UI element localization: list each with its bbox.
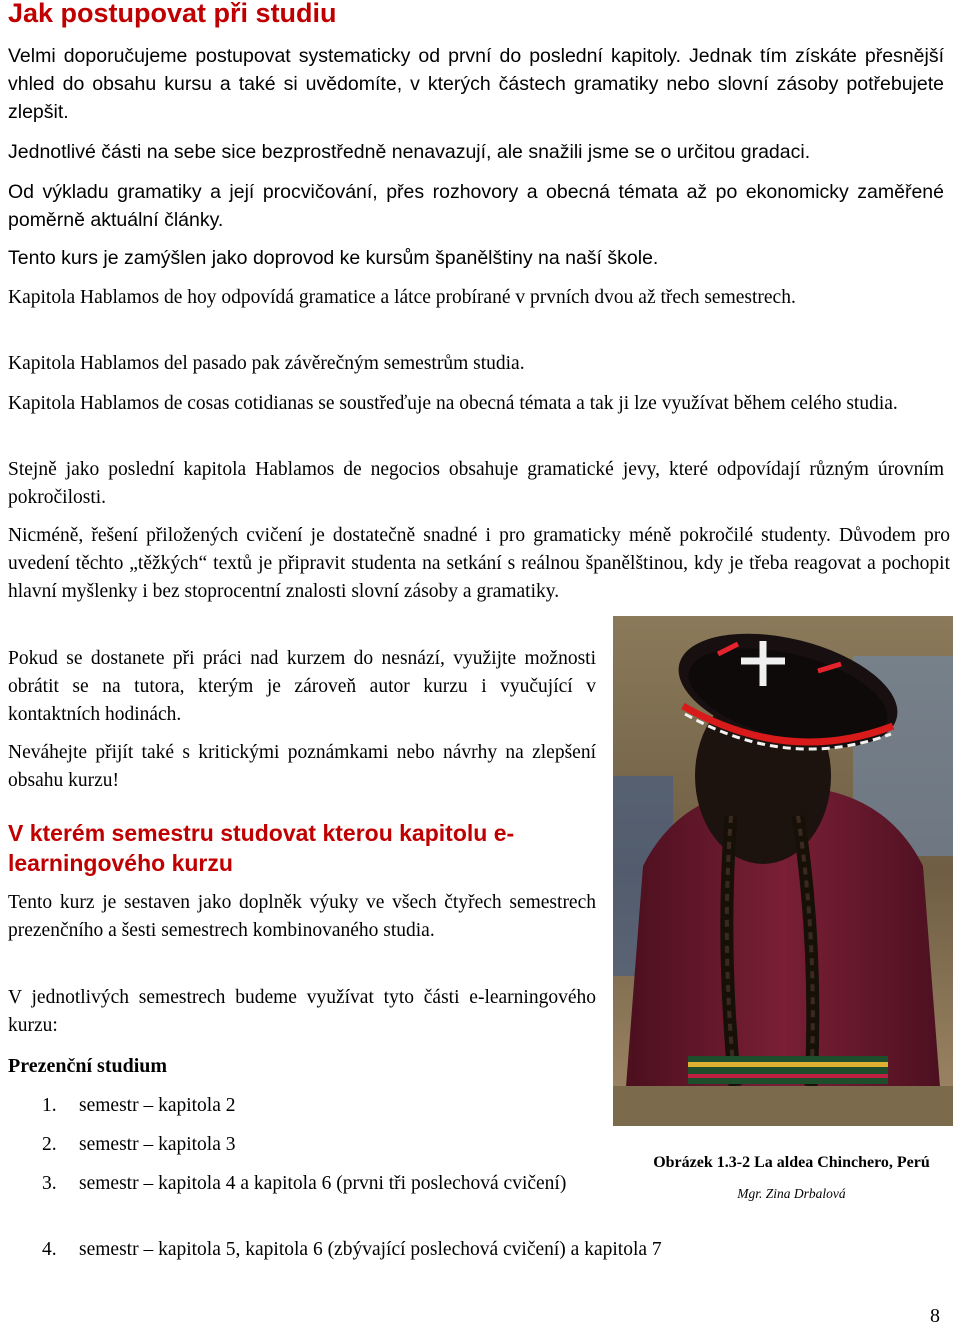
section-heading: V kterém semestru studovat kterou kapitolu e-learningového kurzu <box>8 820 515 876</box>
paragraph-grammar-to-articles: Od výkladu gramatiky a její procvičování, přes rozhovory a obecná témata až po ekonomicky zaměřené poměrně aktuální články. <box>8 181 944 231</box>
page-number: 8 <box>930 1305 940 1327</box>
paragraph-gradation: Jednotlivé části na sebe sice bezprostředně nenavazují, ale snažili jsme se o určitou gradaci. <box>8 141 811 163</box>
paragraph-course-complement: Tento kurz je sestaven jako doplněk výuky ve všech čtyřech semestrech prezenčního a šesti semestrech kombinovaného studia. <box>8 892 596 941</box>
paragraph-hablamos-del-pasado: Kapitola Hablamos del pasado pak závěrečným semestrům studia. <box>8 353 525 374</box>
subheading-prezencni-studium: Prezenční studium <box>8 1055 168 1077</box>
paragraph-hablamos-de-negocios: Stejně jako poslední kapitola Hablamos de negocios obsahuje gramatické jevy, které odpovídají různým úrovním pokročilosti. <box>8 459 944 508</box>
paragraph-semester-parts: V jednotlivých semestrech budeme využívat tyto části e-learningového kurzu: <box>8 987 596 1036</box>
photo-chinchero-woman <box>613 616 953 1126</box>
figure-caption: Obrázek 1.3-2 La aldea Chinchero, Perú <box>653 1154 930 1171</box>
paragraph-tutor-contact: Pokud se dostanete při práci nad kurzem do nesnází, využijte možnosti obrátit se na tutora, kterým je zároveň autor kurzu i vyučující v kontaktních hodinách. <box>8 648 596 725</box>
figure-credit: Mgr. Zina Drbalová <box>737 1186 846 1201</box>
paragraph-feedback: Neváhejte přijít také s kritickými poznámkami nebo návrhy na zlepšení obsahu kurzu! <box>8 742 596 791</box>
paragraph-cosas-cotidianas: Kapitola Hablamos de cosas cotidianas se soustřeďuje na obecná témata a tak ji lze využívat během celého studia. <box>8 393 898 414</box>
paragraph-hablamos-de-hoy: Kapitola Hablamos de hoy odpovídá gramatice a látce probírané v prvních dvou až třech semestrech. <box>8 287 796 308</box>
paragraph-exercises: Nicméně, řešení přiložených cvičení je dostatečně snadné i pro gramaticky méně pokročilé studenty. Důvodem pro uvedení těchto „těžkých“ textů je připravit studenta na setkání s reálnou španělštinou, kdy je třeba reagovat a pochopit hlavní myšlenky i bez stoprocentní znalosti slovní zásoby a gramatiky. <box>8 525 950 602</box>
page-title: Jak postupovat při studiu <box>8 0 337 28</box>
paragraph-course-purpose: Tento kurs je zamýšlen jako doprovod ke kursům španělštiny na naší škole. <box>8 247 659 269</box>
paragraph-systematic: Velmi doporučujeme postupovat systematicky od první do poslední kapitoly. Jednak tím získáte přesnější vhled do obsahu kursu a také si uvědomíte, v kterých částech gramatiky nebo slovní zásoby potřebujete zlepšit. <box>8 45 944 123</box>
list-item: 3. semestr – kapitola 4 a kapitola 6 (prvni tři poslechová cvičení) <box>42 1173 567 1194</box>
